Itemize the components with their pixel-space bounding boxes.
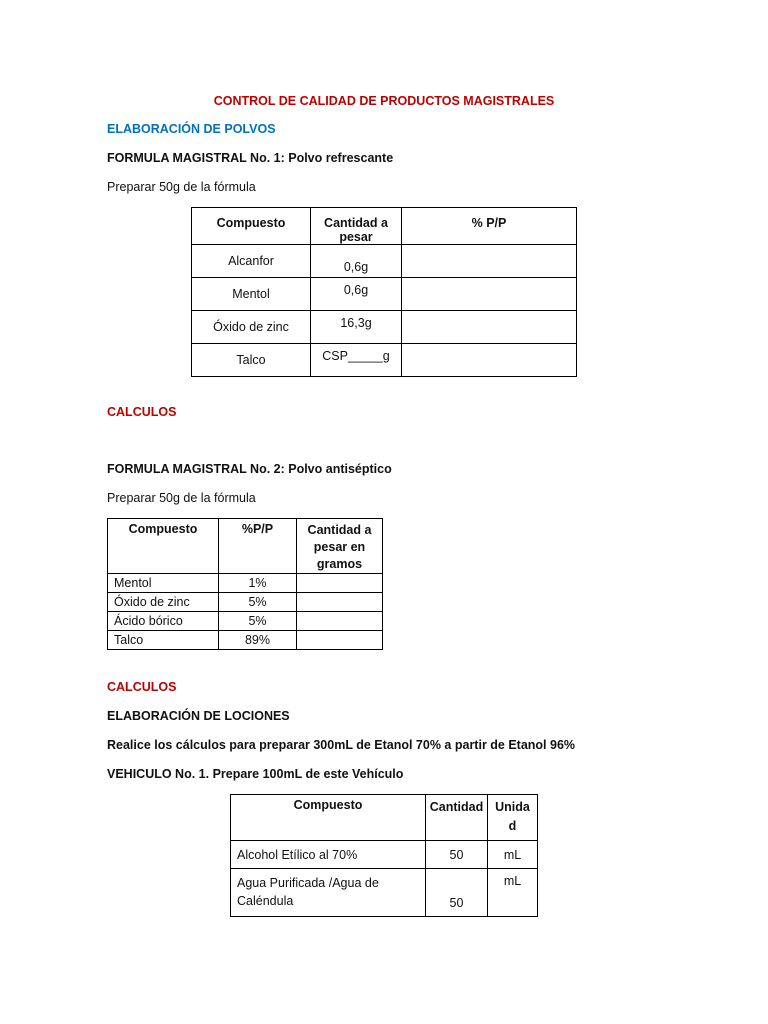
cell-pp: 5% [219,593,297,612]
section-heading-lociones: ELABORACIÓN DE LOCIONES [107,709,290,723]
cell-cantidad[interactable] [297,631,383,650]
cell-compuesto: Alcanfor [192,245,311,278]
cell-pp: 89% [219,631,297,650]
header-cantidad: Cantidad a pesar en gramos [297,519,383,574]
cell-cantidad[interactable]: CSP_____g [311,344,402,377]
cell-cantidad: 50 [426,841,488,869]
table-header-row [108,519,383,574]
section-heading-polvos: ELABORACIÓN DE POLVOS [107,122,276,136]
cell-cantidad[interactable] [297,574,383,593]
header-cantidad: Cantidad a pesar [311,208,402,245]
table-row [108,574,383,593]
cell-compuesto: Talco [192,344,311,377]
cell-unidad: mL [488,869,538,917]
table-header-row [192,208,577,245]
formula1-heading: FORMULA MAGISTRAL No. 1: Polvo refrescante [107,151,394,165]
cell-compuesto: Ácido bórico [108,612,219,631]
header-unidad: Unidad [488,795,538,841]
cell-cantidad[interactable] [297,593,383,612]
cell-pp[interactable] [402,344,577,377]
cell-compuesto: Óxido de zinc [192,311,311,344]
table-row [108,631,383,650]
cell-compuesto: Talco [108,631,219,650]
table-header-row [231,795,538,841]
calculos-heading-1: CALCULOS [107,405,177,419]
cell-cantidad: 0,6g [311,278,402,311]
vehiculo-heading: VEHICULO No. 1. Prepare 100mL de este Vehículo [107,767,404,781]
formula2-instruction: Preparar 50g de la fórmula [107,491,256,505]
table-row [231,841,538,869]
page-title: CONTROL DE CALIDAD DE PRODUCTOS MAGISTRALES [213,94,555,108]
header-cantidad: Cantidad [426,795,488,841]
cell-pp: 5% [219,612,297,631]
cell-compuesto: Mentol [192,278,311,311]
table-row [231,869,538,917]
cell-compuesto: Alcohol Etílico al 70% [231,841,426,869]
table-row [192,245,577,278]
lociones-instruction: Realice los cálculos para preparar 300mL de Etanol 70% a partir de Etanol 96% [107,738,576,752]
cell-pp[interactable] [402,245,577,278]
cell-pp[interactable] [402,278,577,311]
cell-pp[interactable] [402,311,577,344]
cell-unidad: mL [488,841,538,869]
table-row [192,278,577,311]
cell-compuesto: Óxido de zinc [108,593,219,612]
header-compuesto: Compuesto [192,208,311,245]
table-row [108,612,383,631]
formula2-heading: FORMULA MAGISTRAL No. 2: Polvo antiséptico [107,462,392,476]
cell-cantidad: 0,6g [311,245,402,278]
header-pp: %P/P [219,519,297,574]
header-compuesto: Compuesto [108,519,219,574]
cell-compuesto: Mentol [108,574,219,593]
cell-cantidad: 50 [426,869,488,917]
table-row [192,344,577,377]
formula1-instruction: Preparar 50g de la fórmula [107,180,256,194]
cell-cantidad[interactable] [297,612,383,631]
cell-compuesto: Agua Purificada /Agua de Caléndula [231,869,426,917]
table-row [108,593,383,612]
cell-cantidad: 16,3g [311,311,402,344]
formula1-table [191,207,577,377]
cell-pp: 1% [219,574,297,593]
table-row [192,311,577,344]
formula2-table [107,518,383,650]
header-pp: % P/P [402,208,577,245]
calculos-heading-2: CALCULOS [107,680,177,694]
vehiculo-table [230,794,538,917]
header-compuesto: Compuesto [231,795,426,841]
